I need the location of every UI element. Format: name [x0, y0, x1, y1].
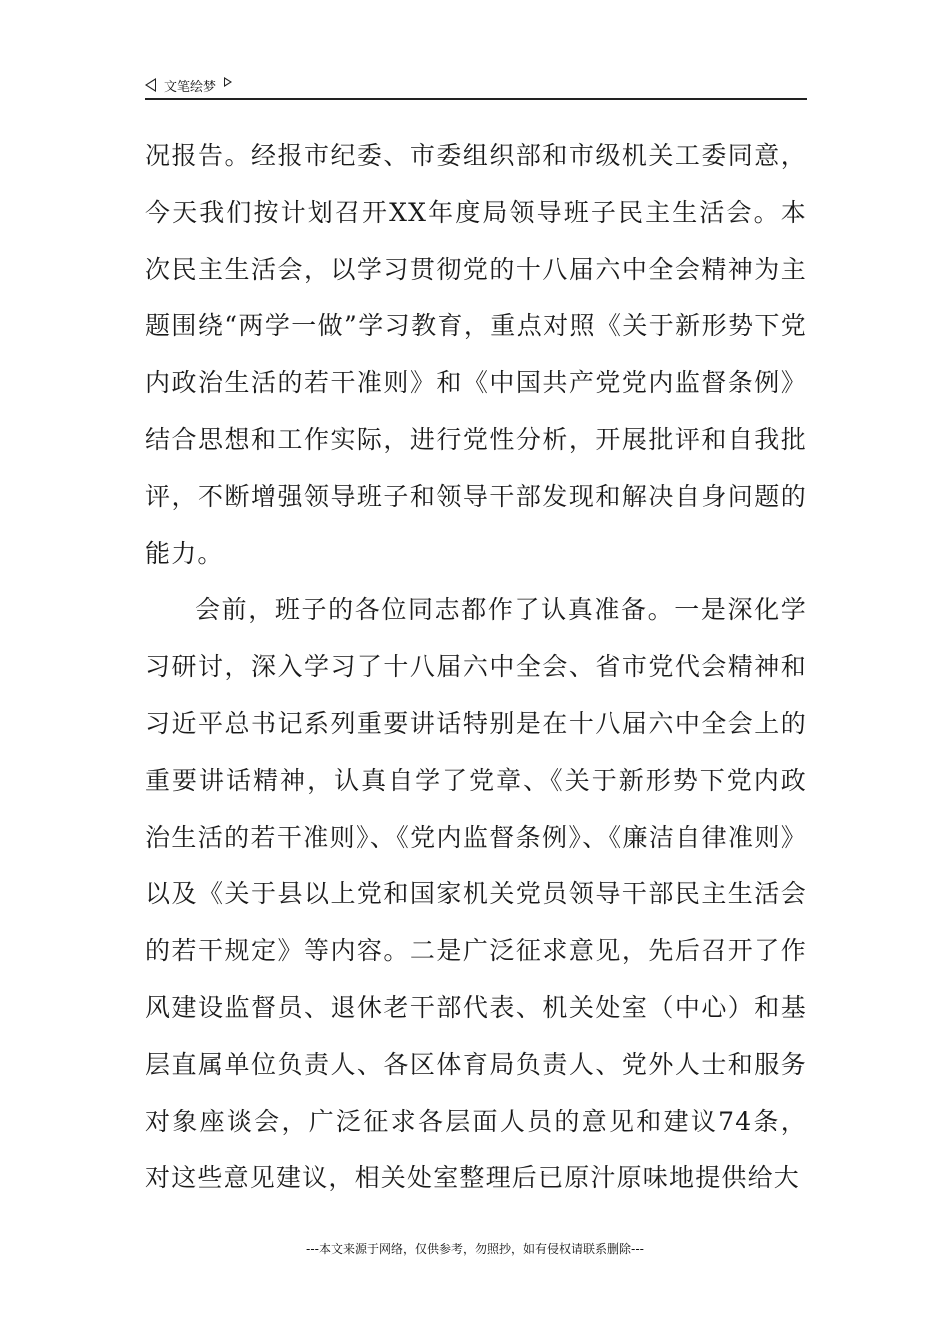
footer-notice: ---本文来源于网络，仅供参考，勿照抄，如有侵权请联系删除---: [306, 1242, 644, 1256]
document-body: [145, 128, 807, 1207]
left-triangle-icon: [145, 78, 156, 92]
paragraph-1: 况报告。经报市纪委、市委组织部和市级机关工委同意，今天我们按计划召开XX年度局领导班子民主生活会。本次民主生活会，以学习贯彻党的十八届六中全会精神为主题围绕“两学一做”学习教育，重点对照《关于新形势下党内政治生活的若干准则》和《中国共产党党内监督条例》结合思想和工作实际，进行党性分析，开展批评和自我批评，不断增强领导班子和领导干部发现和解决自身问题的能力。: [145, 141, 807, 568]
paragraph-2: 会前，班子的各位同志都作了认真准备。一是深化学习研讨，深入学习了十八届六中全会、省市党代会精神和习近平总书记系列重要讲话特别是在十八届六中全会上的重要讲话精神，认真自学了党章、《关于新形势下党内政治生活的若干准则》、《党内监督条例》、《廉洁自律准则》以及《关于县以上党和国家机关党员领导干部民主生活会的若干规定》等内容。二是广泛征求意见，先后召开了作风建设监督员、退休老干部代表、机关处室（中心）和基层直属单位负责人、各区体育局负责人、党外人士和服务对象座谈会，广泛征求各层面人员的意见和建议74条，对这些意见建议，相关处室整理后已原汁原味地提供给大: [145, 595, 807, 1193]
right-triangle-icon: [224, 77, 232, 87]
page-header: [145, 72, 807, 100]
header-title: 文笔绘梦: [164, 79, 217, 95]
